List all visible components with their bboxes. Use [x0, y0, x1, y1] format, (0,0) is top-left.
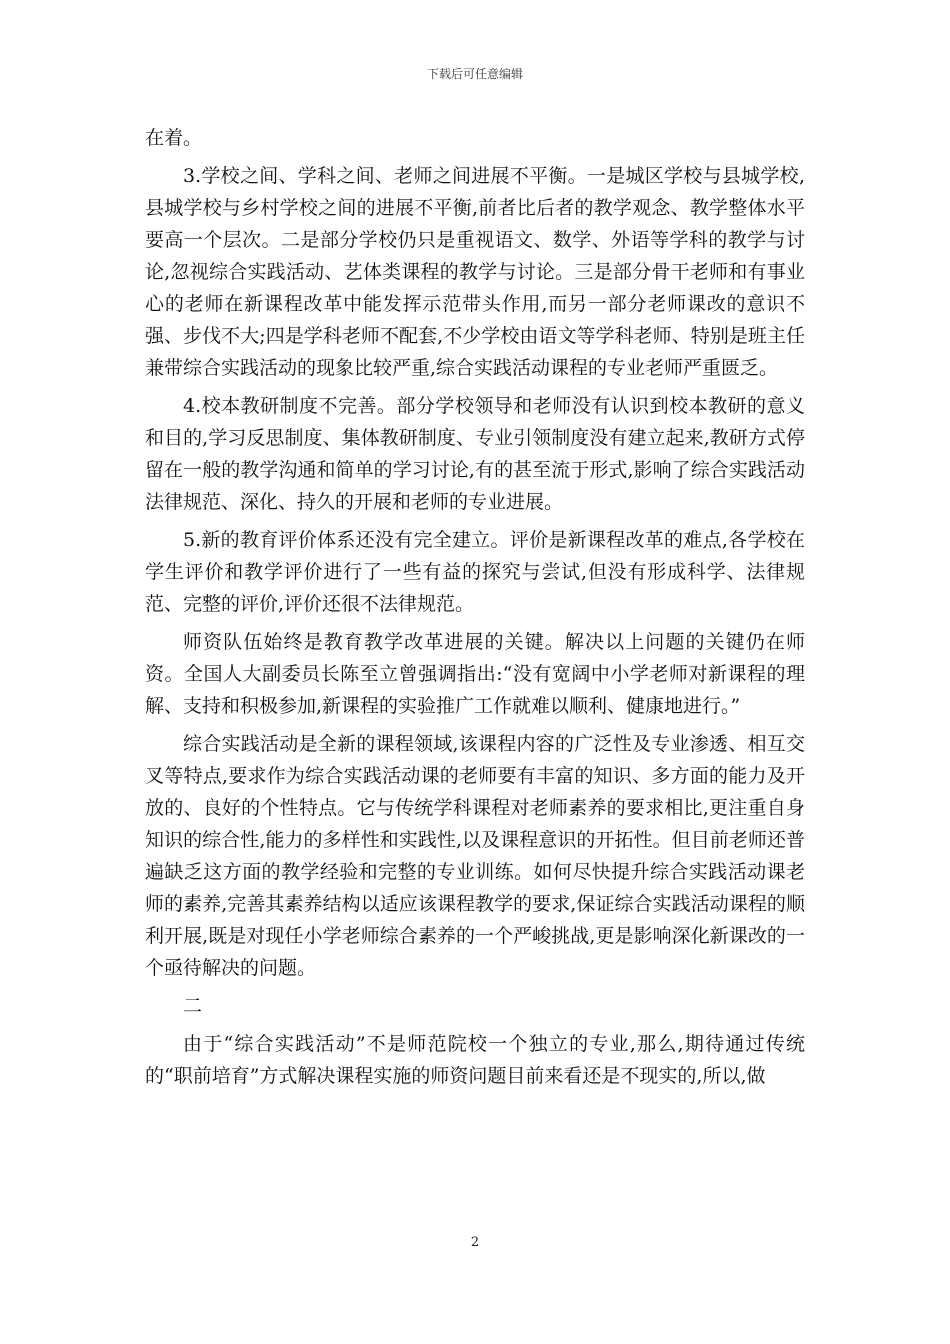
paragraph-point-4: 4.校本教研制度不完善。部分学校领导和老师没有认识到校本教研的意义和目的,学习反思制度、集体教研制度、专业引领制度没有建立起来,教研方式停留在一般的教学沟通和简单的学习讨论,有的甚至流于形式,影响了综合实践活动法律规范、深化、持久的开展和老师的专业进展。 — [145, 395, 805, 513]
paragraph-continuation: 在着。 — [145, 127, 203, 149]
paragraph-point-3: 3.学校之间、学科之间、老师之间进展不平衡。一是城区学校与县城学校,县城学校与乡村学校之间的进展不平衡,前者比后者的教学观念、教学整体水平要高一个层次。二是部分学校仍只是重视语文、数学、外语等学科的教学与讨论,忽视综合实践活动、艺体类课程的教学与讨论。三是部分骨干老师和有事业心的老师在新课程改革中能发挥示范带头作用,而另一部分老师课改的意识不强、步伐不大;四是学科老师不配套,不少学校由语文等学科老师、特别是班主任兼带综合实践活动的现象比较严重,综合实践活动课程的专业老师严重匮乏。 — [145, 165, 805, 379]
page-number: 2 — [470, 1235, 480, 1250]
paragraph-teacher-key: 师资队伍始终是教育教学改革进展的关键。解决以上问题的关键仍在师资。全国人大副委员长陈至立曾强调指出:“没有宽阔中小学老师对新课程的理解、支持和积极参加,新课程的实验推广工作就难以顺利、健康地进行。” — [145, 631, 805, 717]
document-body — [145, 122, 805, 1092]
paragraph-comprehensive-practice: 综合实践活动是全新的课程领域,该课程内容的广泛性及专业渗透、相互交叉等特点,要求作为综合实践活动课的老师要有丰富的知识、多方面的能力及开放的、良好的个性特点。它与传统学科课程对老师素养的要求相比,更注重自身知识的综合性,能力的多样性和实践性,以及课程意识的开拓性。但目前老师还普遍缺乏这方面的教学经验和完整的专业训练。如何尽快提升综合实践活动课老师的素养,完善其素养结构以适应该课程教学的要求,保证综合实践活动课程的顺利开展,既是对现任小学老师综合素养的一个严峻挑战,更是影响深化新课改的一个亟待解决的问题。 — [145, 733, 805, 979]
paragraph-training: 由于“综合实践活动”不是师范院校一个独立的专业,那么,期待通过传统的“职前培育”方式解决课程实施的师资问题目前来看还是不现实的,所以,做 — [145, 1033, 805, 1087]
section-heading-two: 二 — [183, 995, 203, 1017]
page-header-note: 下载后可任意编辑 — [426, 67, 523, 81]
paragraph-point-5: 5.新的教育评价体系还没有完全建立。评价是新课程改革的难点,各学校在学生评价和教学评价进行了一些有益的探究与尝试,但没有形成科学、法律规范、完整的评价,评价还很不法律规范。 — [145, 529, 805, 615]
